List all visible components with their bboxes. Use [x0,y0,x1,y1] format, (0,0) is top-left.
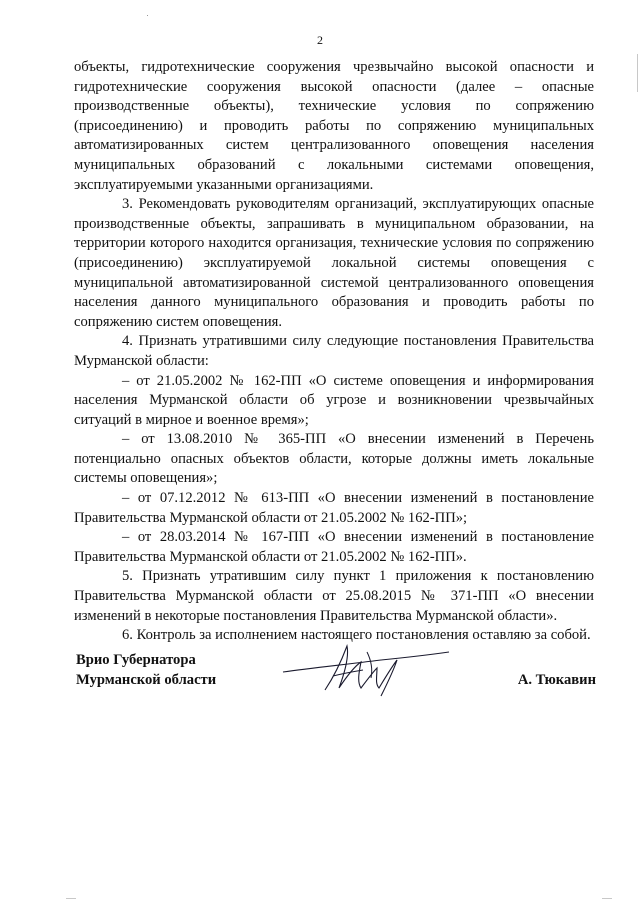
signer-title-line-2: Мурманской области [76,672,217,688]
signer-title [76,650,216,690]
signer-name: А. Тюкавин [517,672,596,688]
signer-title-line-1: Врио Губернатора [76,652,196,668]
paragraph-item-4: 4. Признать утратившими силу следующие постановления Правительства Мурманской области: [74,333,594,369]
scan-speck [147,15,148,16]
paragraph-item-4-3: – от 07.12.2012 № 613-ПП «О внесении изменений в постановление Правительства Мурманской области от 21.05.2002 № 162-ПП»; [74,490,594,526]
paragraph-item-5: 5. Признать утратившим силу пункт 1 приложения к постановлению Правительства Мурманской области от 25.08.2015 № 371-ПП «О внесении изменений в некоторые постановления Правительства Мурманской области». [74,568,594,624]
paragraph-continuation: объекты, гидротехнические сооружения чрезвычайно высокой опасности и гидротехнические сооружения высокой опасности (далее – опасные производственные объекты), технические условия по сопряжению (присоединению) и проводить работы по сопряжению муниципальных автоматизированных систем централизованного оповещения населения муниципальных образований с локальными системами оповещения, эксплуатируемыми указанными организациями. [74,59,594,193]
paragraph-item-4-1: – от 21.05.2002 № 162-ПП «О системе оповещения и информирования населения Мурманской области об угрозе и возникновении чрезвычайных ситуаций в мирное и военное время»; [74,372,594,428]
scan-edge-mark-right [637,54,638,92]
paragraph-item-4-4: – от 28.03.2014 № 167-ПП «О внесении изменений в постановление Правительства Мурманской области от 21.05.2002 № 162-ПП». [74,529,594,565]
page-number: 2 [317,33,323,47]
document-body [74,58,594,646]
paragraph-item-4-2: – от 13.08.2010 № 365-ПП «О внесении изменений в Перечень потенциально опасных объектов области, которые должны иметь локальные системы оповещения»; [74,431,594,487]
scan-edge-mark-bottom-right [602,898,612,899]
paragraph-item-6: 6. Контроль за исполнением настоящего постановления оставляю за собой. [122,627,591,644]
signature-block [76,650,596,700]
paragraph-item-3: 3. Рекомендовать руководителям организаций, эксплуатирующих опасные производственные объекты, запрашивать в муниципальном образовании, на территории которого находится организация, технические условия по сопряжению (присоединению) эксплуатируемой локальной системы оповещения с муниципальной автоматизированной системой централизованного оповещения населения данного муниципального образования и проводить работы по сопряжению систем оповещения. [74,196,594,330]
scan-edge-mark-bottom-left [66,898,76,899]
handwritten-signature [281,638,451,702]
